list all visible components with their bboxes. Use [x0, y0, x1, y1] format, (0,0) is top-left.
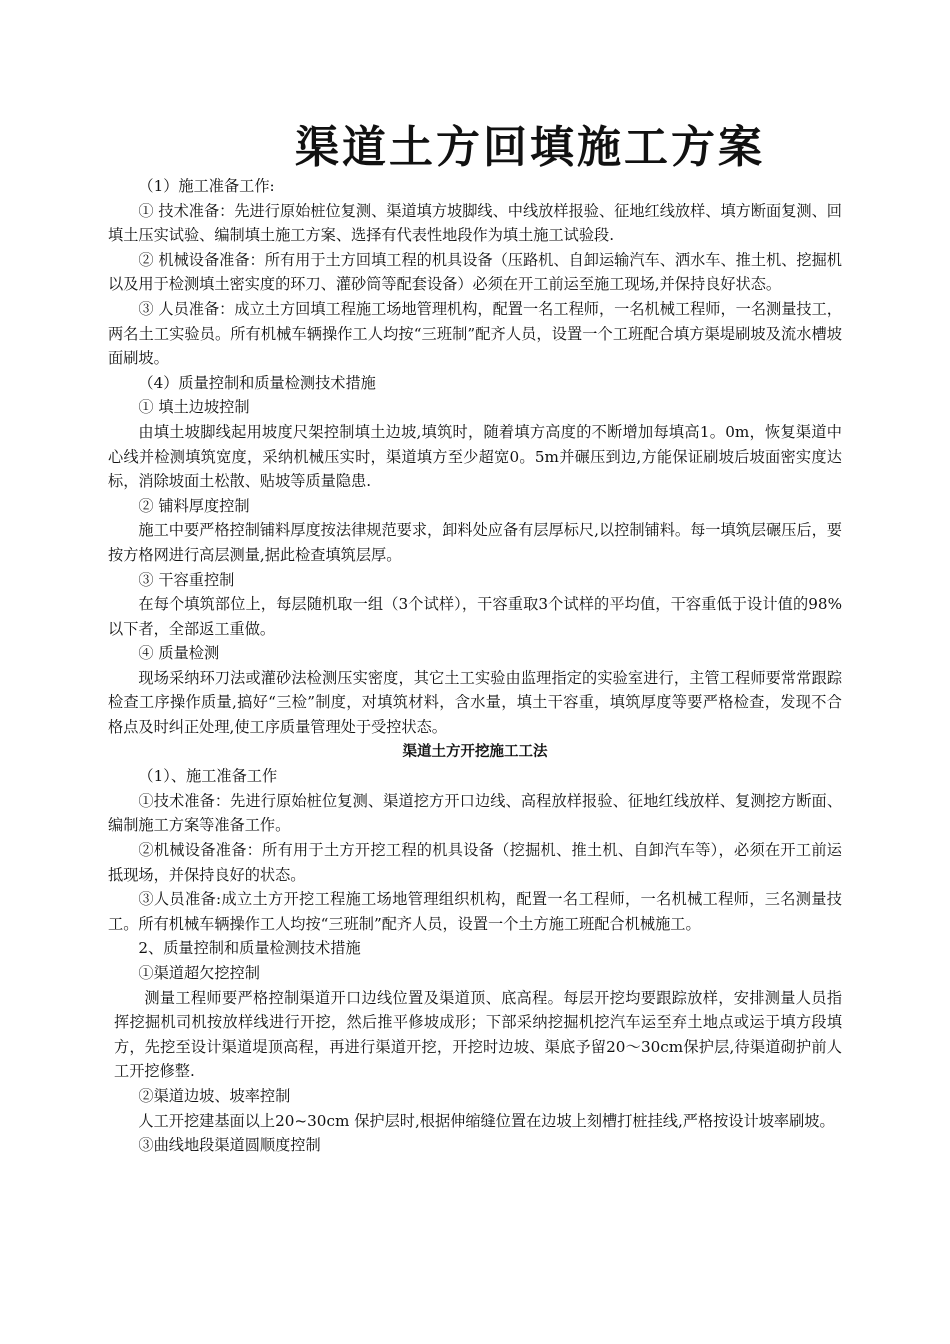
paragraph-overbreak-body: 测量工程师要严格控制渠道开口边线位置及渠道顶、底高程。每层开挖均要跟踪放样，安排测量人员指挥挖掘机司机按放样线进行开挖，然后推平修坡成形；下部采纳挖掘机挖汽车运至弃土地点或运于填方段填方，先挖至设计渠道堤顶高程，再进行渠道开挖，开挖时边坡、渠底予留20～30cm保护层,待渠道砌护前人工开挖修整. [114, 988, 842, 1081]
paragraph-side-slope-heading: ②渠道边坡、坡率控制 [138, 1086, 291, 1105]
paragraph-quality-heading: （4）质量控制和质量检测技术措施 [138, 373, 376, 392]
paragraph-curve-heading: ③曲线地段渠道圆顺度控制 [138, 1136, 321, 1155]
paragraph-side-slope-body: 人工开挖建基面以上20~30cm 保护层时,根据伸缩缝位置在边坡上刻槽打桩挂线,严格按设计坡率刷坡。 [138, 1111, 835, 1130]
paragraph-excavation-personnel-prep: ③人员准备:成立土方开挖工程施工场地管理组织机构，配置一名工程师，一名机械工程师，三名测量技工。所有机械车辆操作工人均按“三班制”配齐人员，设置一个土方施工班配合机械施工。 [108, 890, 842, 933]
paragraph-excavation-equipment-prep: ②机械设备准备：所有用于土方开挖工程的机具设备（挖掘机、推土机、自卸汽车等），必须在开工前运抵现场，并保持良好的状态。 [108, 841, 842, 884]
paragraph-slope-body: 由填土坡脚线起用坡度尺架控制填土边坡,填筑时，随着填方高度的不断增加每填高1。0m，恢复渠道中心线并检测填筑宽度，采纳机械压实时，渠道填方至少超宽0。5m并碾压到边,方能保证刷坡后坡面密实度达标，消除坡面土松散、贴坡等质量隐患. [108, 422, 842, 491]
paragraph-slope-heading: ① 填土边坡控制 [138, 398, 250, 417]
paragraph-density-heading: ③ 干容重控制 [138, 570, 235, 589]
paragraph-personnel-prep: ③ 人员准备：成立土方回填工程施工场地管理机构，配置一名工程师，一名机械工程师，一名测量技工，两名土工实验员。所有机械车辆操作工人均按“三班制”配齐人员，设置一个工班配合填方渠堤刷坡及流水槽坡面刷坡。 [108, 299, 842, 368]
paragraph-excavation-prep-heading: （1）、施工准备工作 [138, 767, 278, 786]
paragraph-tech-prep: ① 技术准备：先进行原始桩位复测、渠道填方坡脚线、中线放样报验、征地红线放样、填方断面复测、回填土压实试验、编制填土施工方案、选择有代表性地段作为填土施工试验段. [108, 201, 842, 245]
paragraph-excavation-tech-prep: ①技术准备：先进行原始桩位复测、渠道挖方开口边线、高程放样报验、征地红线放样、复测挖方断面、编制施工方案等准备工作。 [108, 791, 842, 835]
paragraph-inspection-heading: ④ 质量检测 [138, 644, 220, 663]
paragraph-thickness-heading: ② 铺料厚度控制 [138, 496, 250, 515]
paragraph-excavation-quality-heading: 2、质量控制和质量检测技术措施 [138, 939, 361, 958]
paragraph-thickness-body: 施工中要严格控制铺料厚度按法律规范要求，卸料处应备有层厚标尺,以控制铺料。每一填筑层碾压后，要按方格网进行高层测量,据此检查填筑层厚。 [108, 521, 842, 564]
paragraph-equipment-prep: ② 机械设备准备：所有用于土方回填工程的机具设备（压路机、自卸运输汽车、洒水车、推土机、挖掘机以及用于检测填土密实度的环刀、灌砂筒等配套设备）必须在开工前运至施工现场,并保持良好状态。 [108, 250, 842, 294]
paragraph-density-body: 在每个填筑部位上，每层随机取一组（3个试样），干容重取3个试样的平均值，干容重低于设计值的98%以下者，全部返工重做。 [108, 595, 842, 638]
paragraph-prep-heading: （1）施工准备工作: [138, 177, 275, 195]
paragraph-inspection-body: 现场采纳环刀法或灌砂法检测压实密度，其它土工实验由监理指定的实验室进行，主管工程师要常常跟踪检查工序操作质量,搞好“三检”制度，对填筑材料，含水量，填土干容重，填筑厚度等要严格检查，发现不合格点及时纠正处理,使工序质量管理处于受控状态。 [108, 668, 842, 737]
document-body [108, 174, 842, 1158]
paragraph-overbreak-heading: ①渠道超欠挖控制 [138, 964, 260, 982]
section-subtitle: 渠道土方开挖施工工法 [402, 742, 548, 760]
document-title: 渠道土方回填施工方案 [295, 122, 765, 173]
